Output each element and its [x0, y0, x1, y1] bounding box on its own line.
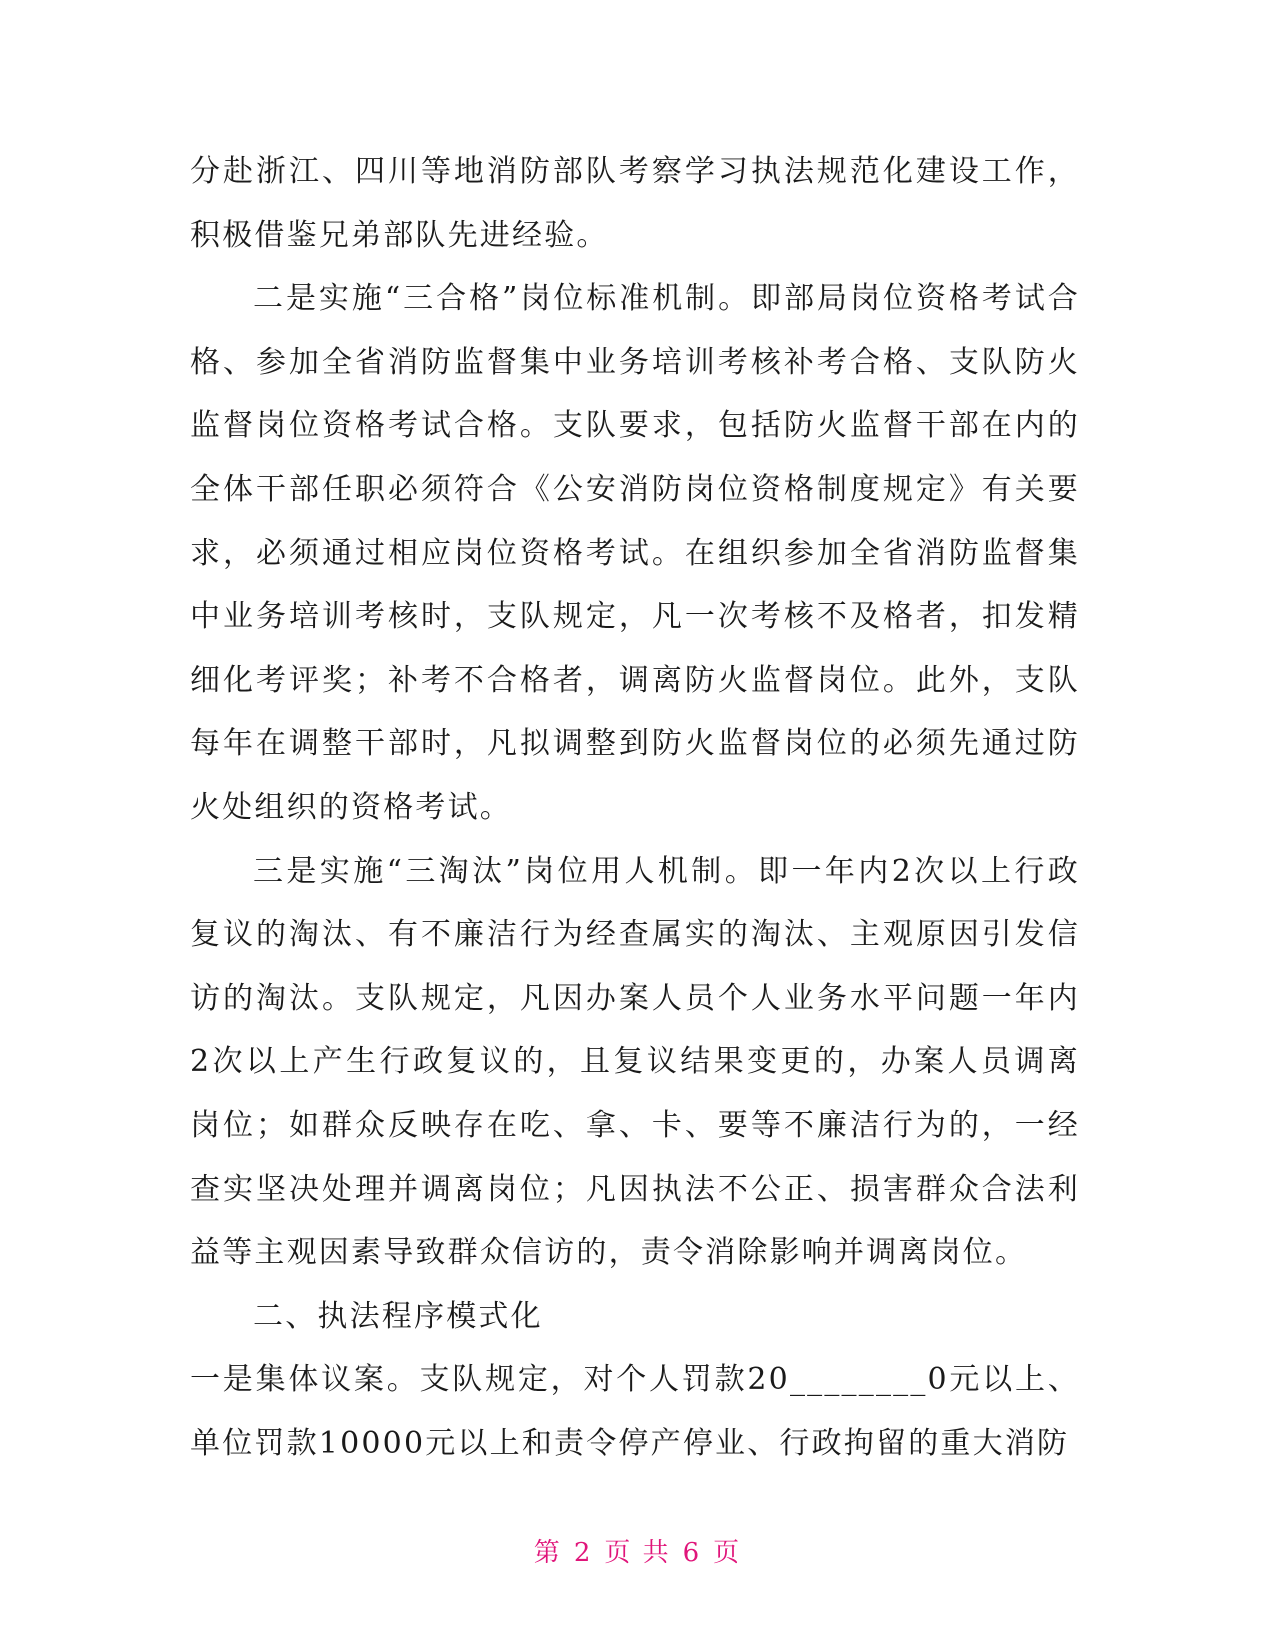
footer-prefix: 第 — [533, 1538, 562, 1568]
document-body — [190, 140, 1080, 1475]
footer-middle: 页 共 — [604, 1538, 671, 1568]
paragraph-continuation: 分赴浙江、四川等地消防部队考察学习执法规范化建设工作，积极借鉴兄弟部队先进经验。 — [190, 154, 1080, 253]
section-heading-procedure: 二、执法程序模式化 — [253, 1298, 543, 1334]
footer-page-number: 2 — [573, 1538, 593, 1568]
paragraph-three-qualifications: 二是实施“三合格”岗位标准机制。即部局岗位资格考试合格、参加全省消防监督集中业务培训考核补考合格、支队防火监督岗位资格考试合格。支队要求，包括防火监督干部在内的全体干部任职必须符合《公安消防岗位资格制度规定》有关要求，必须通过相应岗位资格考试。在组织参加全省消防监督集中业务培训考核时，支队规定，凡一次考核不及格者，扣发精细化考评奖；补考不合格者，调离防火监督岗位。此外，支队每年在调整干部时，凡拟调整到防火监督岗位的必须先通过防火处组织的资格考试。 — [190, 281, 1080, 825]
footer-total-pages: 6 — [682, 1538, 702, 1568]
page-footer — [0, 1532, 1275, 1569]
footer-suffix: 页 — [713, 1538, 742, 1568]
paragraph-collective-case-review: 一是集体议案。支队规定，对个人罚款20________0元以上、单位罚款10000元以上和责令停产停业、行政拘留的重大消防 — [190, 1362, 1080, 1461]
paragraph-three-eliminations: 三是实施“三淘汰”岗位用人机制。即一年内2次以上行政复议的淘汰、有不廉洁行为经查属实的淘汰、主观原因引发信访的淘汰。支队规定，凡因办案人员个人业务水平问题一年内2次以上产生行政复议的，且复议结果变更的，办案人员调离岗位；如群众反映存在吃、拿、卡、要等不廉洁行为的，一经查实坚决处理并调离岗位；凡因执法不公正、损害群众合法利益等主观因素导致群众信访的，责令消除影响并调离岗位。 — [190, 853, 1080, 1271]
